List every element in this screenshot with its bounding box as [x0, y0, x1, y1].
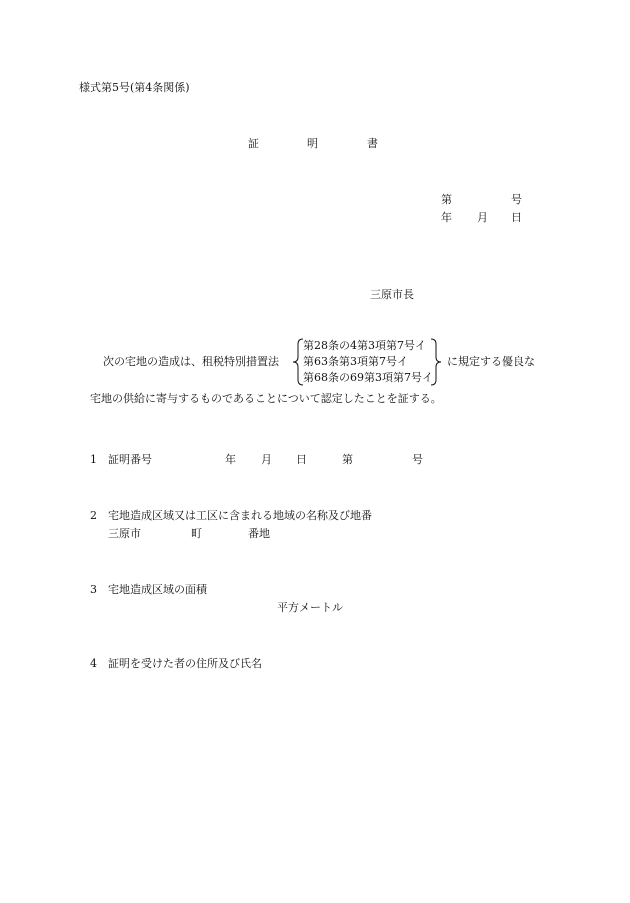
form-number: 様式第5号(第4条関係) — [79, 81, 190, 94]
item-1-go: 号 — [412, 453, 423, 466]
title-char-1: 証 — [248, 137, 259, 150]
item-3-label: 宅地造成区域の面積 — [108, 583, 207, 596]
item-4-number: 4 — [90, 657, 97, 670]
item-2-number: 2 — [90, 509, 97, 522]
statement-line-2: 宅地の供給に寄与するものであることについて認定したことを証する。 — [90, 392, 442, 405]
title-char-3: 書 — [367, 137, 378, 150]
doc-number-suffix: 号 — [511, 193, 522, 206]
item-2-label: 宅地造成区域又は工区に含まれる地域の名称及び地番 — [108, 509, 372, 522]
item-4-label: 証明を受けた者の住所及び氏名 — [108, 657, 262, 670]
item-2-city: 三原市 — [108, 527, 141, 540]
item-1-year: 年 — [225, 453, 236, 466]
item-3-unit: 平方メートル — [277, 601, 343, 614]
doc-number-prefix: 第 — [441, 193, 452, 206]
statement-tail: に規定する優良な — [447, 355, 535, 368]
item-1-number: 1 — [90, 453, 97, 466]
item-3-number: 3 — [90, 583, 97, 596]
issuer: 三原市長 — [370, 288, 414, 301]
right-brace-icon — [428, 338, 444, 386]
item-2-banchi: 番地 — [248, 527, 270, 540]
date-month: 月 — [477, 211, 488, 224]
item-1-dai: 第 — [342, 453, 353, 466]
statement-lead: 次の宅地の造成は、租税特別措置法 — [103, 355, 279, 368]
item-1-label: 証明番号 — [108, 453, 152, 466]
item-1-month: 月 — [261, 453, 272, 466]
law-option-1: 第28条の4第3項第7号イ — [303, 339, 426, 352]
date-year: 年 — [441, 211, 452, 224]
law-option-3: 第68条の69第3項第7号イ — [303, 371, 433, 384]
title-char-2: 明 — [307, 137, 318, 150]
date-day: 日 — [511, 211, 522, 224]
law-option-2: 第63条第3項第7号イ — [303, 355, 408, 368]
item-2-cho: 町 — [191, 527, 202, 540]
item-1-day: 日 — [296, 453, 307, 466]
